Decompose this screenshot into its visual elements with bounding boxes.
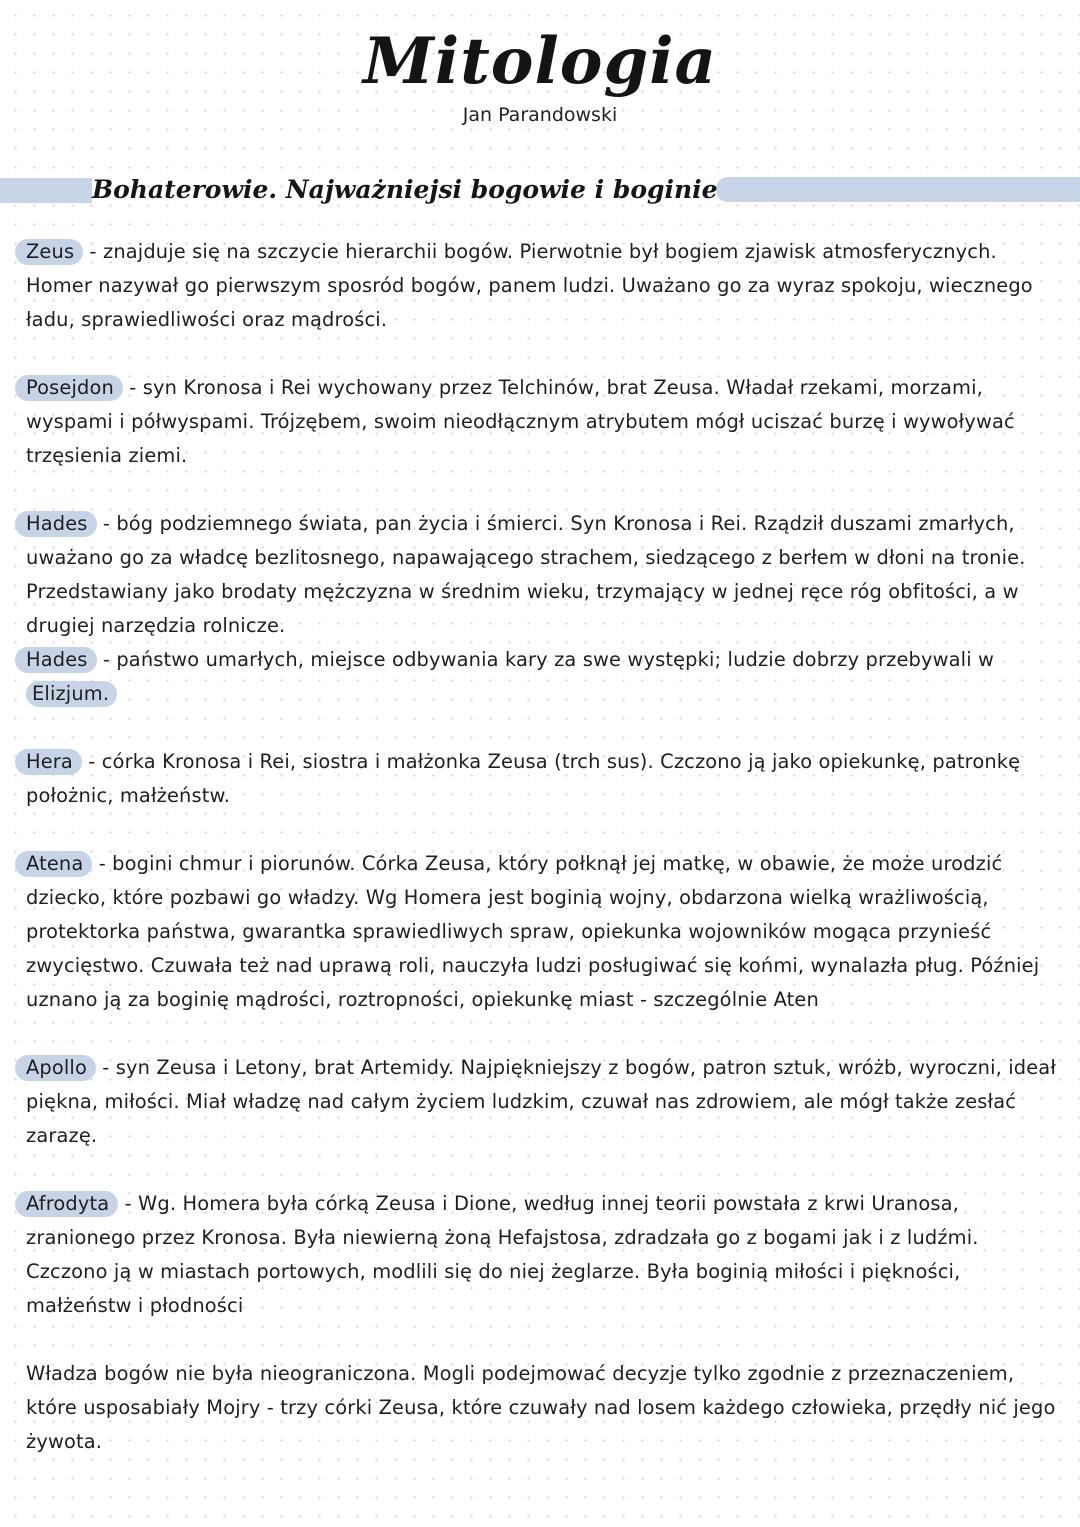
term-highlight: Atena (15, 851, 92, 877)
entry-text: - znajduje się na szczycie hierarchii bogów. Pierwotnie był bogiem zjawisk atmosferycznych. Homer nazywał go pierwszym sposród bogów, panem ludzi. Uważano go za wyraz spokoju, wiecznego ładu, sprawiedliwości oraz mądrości. (26, 240, 1033, 331)
heading-highlight-left (0, 178, 92, 203)
closing-paragraph: Władza bogów nie była nieograniczona. Mogli podejmować decyzje tylko zgodnie z przeznaczeniem, które usposabiały Mojry - trzy córki Zeusa, które czuwały nad losem każdego człowieka, przędły nić jego żywota. (26, 1362, 1056, 1453)
term-highlight: Apollo (15, 1055, 96, 1081)
term-highlight: Zeus (15, 239, 83, 265)
heading-highlight-right (716, 177, 1080, 202)
entry-text: - córka Kronosa i Rei, siostra i małżonka Zeusa (trch sus). Czczono ją jako opiekunkę, patronkę położnic, małżeństw. (26, 750, 1021, 807)
entry-afrodyta (26, 1187, 1056, 1323)
entry-zeus (26, 235, 1056, 337)
entry-text: - państwo umarłych, miejsce odbywania kary za swe występki; ludzie dobrzy przebywali w (96, 648, 995, 671)
entry-text: - bóg podziemnego świata, pan życia i śmierci. Syn Kronosa i Rei. Rządził duszami zmarłych, uważano go za władcę bezlitosnego, napawającego strachem, siedzącego z berłem w dłoni na tronie. Przedstawiany jako brodaty mężczyzna w średnim wieku, trzymający w jednej ręce róg obfitości, a w drugiej narzędzia rolnicze. (26, 512, 1026, 637)
term-highlight: Hera (15, 749, 82, 775)
entry-apollo (26, 1051, 1056, 1153)
term-highlight: Afrodyta (15, 1191, 118, 1217)
entry-text: - Wg. Homera była córką Zeusa i Dione, według innej teorii powstała z krwi Uranosa, zranionego przez Kronosa. Była niewierną żoną Hefajstosa, zdradzała go z bogami jak i z ludźmi. Czczono ją w miastach portowych, modlili się do niej żeglarze. Była boginią miłości i piękności, małżeństw i płodności (26, 1192, 979, 1317)
term-highlight: Posejdon (15, 375, 123, 401)
term-highlight: Hades (15, 511, 97, 537)
entry-text: - bogini chmur i piorunów. Córka Zeusa, który połknął jej matkę, w obawie, że może urodzić dziecko, które pozbawi go władzy. Wg Homera jest boginią wojny, obdarzona wielką wrażliwością, protektorka państwa, gwarantka sprawiedliwych spraw, opiekunka wojowników mogąca przynieść zwycięstwo. Czuwała też nad uprawą roli, nauczyła ludzi posługiwać się końmi, wynalazła pług. Później uznano ją za boginię mądrości, roztropności, opiekunkę miast - szczególnie Aten (26, 852, 1040, 1011)
entry-posejdon (26, 371, 1056, 473)
term-highlight: Hades (15, 647, 97, 673)
entry-hera (26, 745, 1056, 813)
entry-text: - syn Zeusa i Letony, brat Artemidy. Najpiękniejszy z bogów, patron sztuk, wróżb, wyroczni, ideał piękna, miłości. Miał władzę nad całym życiem ludzkim, czuwał nas zdrowiem, ale mógł także zesłać zarazę. (26, 1056, 1057, 1147)
author-name: Jan Parandowski (462, 104, 618, 126)
section-heading: Bohaterowie. Najważniejsi bogowie i boginie (92, 175, 718, 204)
entry-hades-god (26, 507, 1056, 643)
notes-body (26, 235, 1056, 1459)
term-highlight-elizjum: Elizjum. (26, 681, 117, 707)
entry-hades-realm (26, 643, 1056, 711)
entry-atena (26, 847, 1056, 1017)
entry-text: - syn Kronosa i Rei wychowany przez Telchinów, brat Zeusa. Władał rzekami, morzami, wyspami i półwyspami. Trójzębem, swoim nieodłącznym atrybutem mógł uciszać burzę i wywoływać trzęsienia ziemi. (26, 376, 1015, 467)
page-title: Mitologia (363, 24, 717, 99)
